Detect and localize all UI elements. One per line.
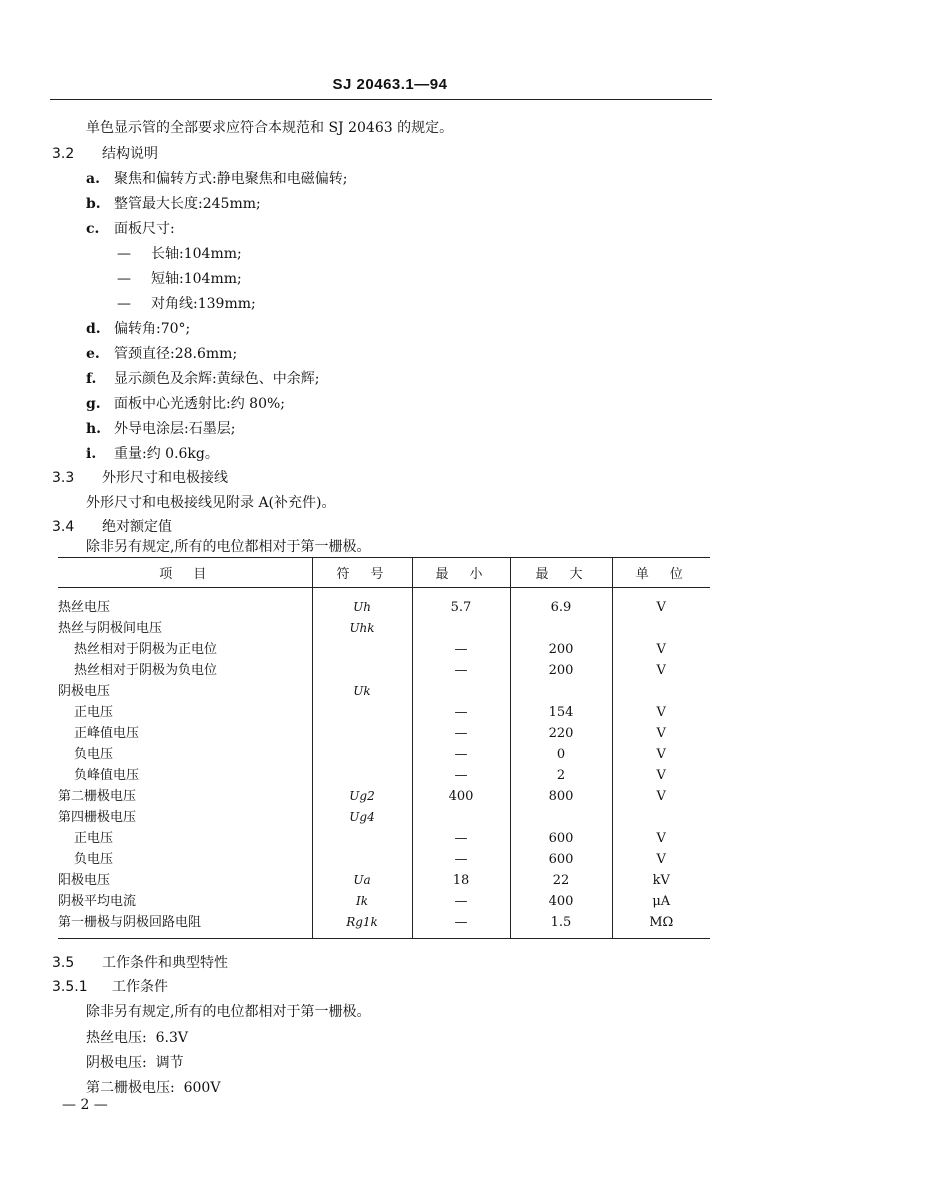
list-item xyxy=(86,320,190,338)
cell-symbol xyxy=(312,765,412,786)
cell-min xyxy=(412,807,510,828)
table-row xyxy=(58,618,710,639)
cell-unit xyxy=(612,807,710,828)
section-3-3-heading xyxy=(52,469,228,487)
cell-symbol: Uk xyxy=(312,681,412,702)
cell-symbol: Ua xyxy=(312,870,412,891)
table-row xyxy=(58,891,710,912)
cell-max xyxy=(510,807,612,828)
header-min: 最 小 xyxy=(412,558,510,588)
section-number: 3.3 xyxy=(52,470,75,486)
dash-marker: — xyxy=(117,271,131,287)
section-title: 结构说明 xyxy=(102,146,158,162)
sub-item-text: 短轴:104mm; xyxy=(151,271,242,287)
cell-unit: μA xyxy=(612,891,710,912)
cell-unit: V xyxy=(612,588,710,619)
cell-max: 200 xyxy=(510,660,612,681)
table-body xyxy=(58,588,710,939)
table-row xyxy=(58,723,710,744)
cell-symbol: Ug2 xyxy=(312,786,412,807)
cell-min: — xyxy=(412,891,510,912)
list-item xyxy=(86,395,285,413)
cell-item: 负电压 xyxy=(74,747,114,762)
table-row xyxy=(58,807,710,828)
cell-unit: V xyxy=(612,786,710,807)
header-rule xyxy=(50,99,712,100)
absolute-ratings-table xyxy=(58,557,710,939)
cell-symbol xyxy=(312,723,412,744)
table-row xyxy=(58,849,710,870)
cell-min: 400 xyxy=(412,786,510,807)
cell-symbol xyxy=(312,828,412,849)
item-text: 偏转角:70°; xyxy=(114,321,191,337)
item-label: e. xyxy=(86,346,100,362)
cell-min: — xyxy=(412,849,510,870)
item-label: g. xyxy=(86,396,101,412)
section-number: 3.4 xyxy=(52,519,75,535)
condition-line: 阴极电压: 调节 xyxy=(86,1055,184,1071)
section-title: 工作条件 xyxy=(112,979,168,995)
dash-marker: — xyxy=(117,246,131,262)
list-item xyxy=(86,420,235,438)
header-max: 最 大 xyxy=(510,558,612,588)
table-row xyxy=(58,588,710,619)
sub-item-text: 长轴:104mm; xyxy=(151,246,242,262)
item-label: h. xyxy=(86,421,102,437)
cell-max: 2 xyxy=(510,765,612,786)
cell-item: 正电压 xyxy=(74,705,114,720)
item-label: b. xyxy=(86,196,101,212)
cell-min: — xyxy=(412,639,510,660)
cell-symbol xyxy=(312,702,412,723)
cell-max: 800 xyxy=(510,786,612,807)
cell-symbol xyxy=(312,849,412,870)
cell-unit: MΩ xyxy=(612,912,710,939)
section-title: 绝对额定值 xyxy=(102,519,172,535)
cell-unit: V xyxy=(612,828,710,849)
dash-marker: — xyxy=(117,296,131,312)
cell-item: 正峰值电压 xyxy=(74,726,140,741)
list-item xyxy=(86,195,261,213)
cell-max: 200 xyxy=(510,639,612,660)
item-text: 面板尺寸: xyxy=(114,221,175,237)
intro-paragraph: 单色显示管的全部要求应符合本规范和 SJ 20463 的规定。 xyxy=(86,120,454,136)
section-3-4-note: 除非另有规定,所有的电位都相对于第一栅极。 xyxy=(86,539,371,555)
cell-min: — xyxy=(412,828,510,849)
cell-symbol: Uhk xyxy=(312,618,412,639)
cell-max: 154 xyxy=(510,702,612,723)
cell-item: 热丝相对于阴极为正电位 xyxy=(74,642,218,657)
cell-symbol xyxy=(312,639,412,660)
table-header-row xyxy=(58,558,710,588)
sub-item-text: 对角线:139mm; xyxy=(151,296,256,312)
table-row xyxy=(58,639,710,660)
cell-max xyxy=(510,618,612,639)
doc-header: SJ 20463.1—94 xyxy=(332,76,448,93)
item-label: i. xyxy=(86,446,97,462)
section-title: 外形尺寸和电极接线 xyxy=(102,470,228,486)
sub-list-item xyxy=(117,245,242,263)
item-label: f. xyxy=(86,371,97,387)
table-row xyxy=(58,870,710,891)
cell-min: — xyxy=(412,765,510,786)
cell-item: 负峰值电压 xyxy=(74,768,140,783)
cell-symbol xyxy=(312,660,412,681)
list-item xyxy=(86,370,319,388)
list-item xyxy=(86,170,347,188)
cell-symbol: Rg1k xyxy=(312,912,412,939)
item-text: 外导电涂层:石墨层; xyxy=(114,421,236,437)
table-row xyxy=(58,744,710,765)
item-label: c. xyxy=(86,221,100,237)
cell-max: 600 xyxy=(510,828,612,849)
cell-item: 正电压 xyxy=(74,831,114,846)
sub-list-item xyxy=(117,270,242,288)
cell-min: — xyxy=(412,723,510,744)
table-row xyxy=(58,702,710,723)
cell-item: 负电压 xyxy=(74,852,114,867)
cell-min: 5.7 xyxy=(412,588,510,619)
section-3-4-heading xyxy=(52,518,172,536)
sub-list-item xyxy=(117,295,256,313)
cell-min: — xyxy=(412,912,510,939)
table-row xyxy=(58,912,710,939)
section-number: 3.5 xyxy=(52,955,75,971)
section-number: 3.2 xyxy=(52,146,75,162)
cell-unit xyxy=(612,681,710,702)
cell-unit: V xyxy=(612,639,710,660)
cell-unit: V xyxy=(612,702,710,723)
header-symbol: 符 号 xyxy=(312,558,412,588)
item-text: 管颈直径:28.6mm; xyxy=(114,346,238,362)
cell-item: 第四栅极电压 xyxy=(58,810,137,825)
condition-line: 第二栅极电压: 600V xyxy=(86,1080,221,1096)
cell-item: 阴极平均电流 xyxy=(58,894,137,909)
cell-symbol: Uh xyxy=(312,588,412,619)
list-item xyxy=(86,220,175,238)
section-3-3-body: 外形尺寸和电极接线见附录 A(补充件)。 xyxy=(86,495,336,511)
table-row xyxy=(58,681,710,702)
cell-max: 600 xyxy=(510,849,612,870)
item-text: 显示颜色及余辉:黄绿色、中余辉; xyxy=(114,371,320,387)
cell-symbol: Ug4 xyxy=(312,807,412,828)
cell-item: 阳极电压 xyxy=(58,873,111,888)
cell-max: 1.5 xyxy=(510,912,612,939)
cell-max: 0 xyxy=(510,744,612,765)
table-row xyxy=(58,828,710,849)
table-row xyxy=(58,786,710,807)
cell-unit: V xyxy=(612,660,710,681)
cell-unit: V xyxy=(612,744,710,765)
section-3-5-1-note: 除非另有规定,所有的电位都相对于第一栅极。 xyxy=(86,1004,371,1020)
section-title: 工作条件和典型特性 xyxy=(102,955,228,971)
header-item: 项 目 xyxy=(58,558,312,588)
cell-item: 热丝与阴极间电压 xyxy=(58,621,163,636)
cell-symbol: Ik xyxy=(312,891,412,912)
section-number: 3.5.1 xyxy=(52,979,88,995)
cell-unit: kV xyxy=(612,870,710,891)
item-text: 整管最大长度:245mm; xyxy=(114,196,261,212)
cell-max: 220 xyxy=(510,723,612,744)
section-3-2-heading xyxy=(52,145,158,163)
cell-max: 400 xyxy=(510,891,612,912)
list-item xyxy=(86,445,219,463)
cell-unit xyxy=(612,618,710,639)
cell-item: 阴极电压 xyxy=(58,684,111,699)
cell-min: — xyxy=(412,744,510,765)
table-row xyxy=(58,765,710,786)
section-3-5-1-heading xyxy=(52,978,168,996)
item-text: 重量:约 0.6kg。 xyxy=(114,446,219,462)
condition-line: 热丝电压: 6.3V xyxy=(86,1030,188,1046)
cell-unit: V xyxy=(612,849,710,870)
cell-max: 6.9 xyxy=(510,588,612,619)
cell-max xyxy=(510,681,612,702)
cell-item: 第一栅极与阴极回路电阻 xyxy=(58,912,312,939)
cell-unit: V xyxy=(612,765,710,786)
section-3-5-heading xyxy=(52,954,228,972)
item-label: a. xyxy=(86,171,100,187)
table-row xyxy=(58,660,710,681)
cell-item: 热丝电压 xyxy=(58,600,111,615)
cell-item: 热丝相对于阴极为负电位 xyxy=(74,663,218,678)
item-text: 面板中心光透射比:约 80%; xyxy=(114,396,286,412)
list-item xyxy=(86,345,237,363)
item-label: d. xyxy=(86,321,101,337)
cell-item: 第二栅极电压 xyxy=(58,789,137,804)
item-text: 聚焦和偏转方式:静电聚焦和电磁偏转; xyxy=(114,171,348,187)
cell-min xyxy=(412,681,510,702)
cell-min: — xyxy=(412,702,510,723)
cell-min: — xyxy=(412,660,510,681)
page-number: — 2 — xyxy=(62,1097,108,1113)
cell-min xyxy=(412,618,510,639)
cell-min: 18 xyxy=(412,870,510,891)
header-unit: 单 位 xyxy=(612,558,710,588)
cell-symbol xyxy=(312,744,412,765)
cell-max: 22 xyxy=(510,870,612,891)
cell-unit: V xyxy=(612,723,710,744)
